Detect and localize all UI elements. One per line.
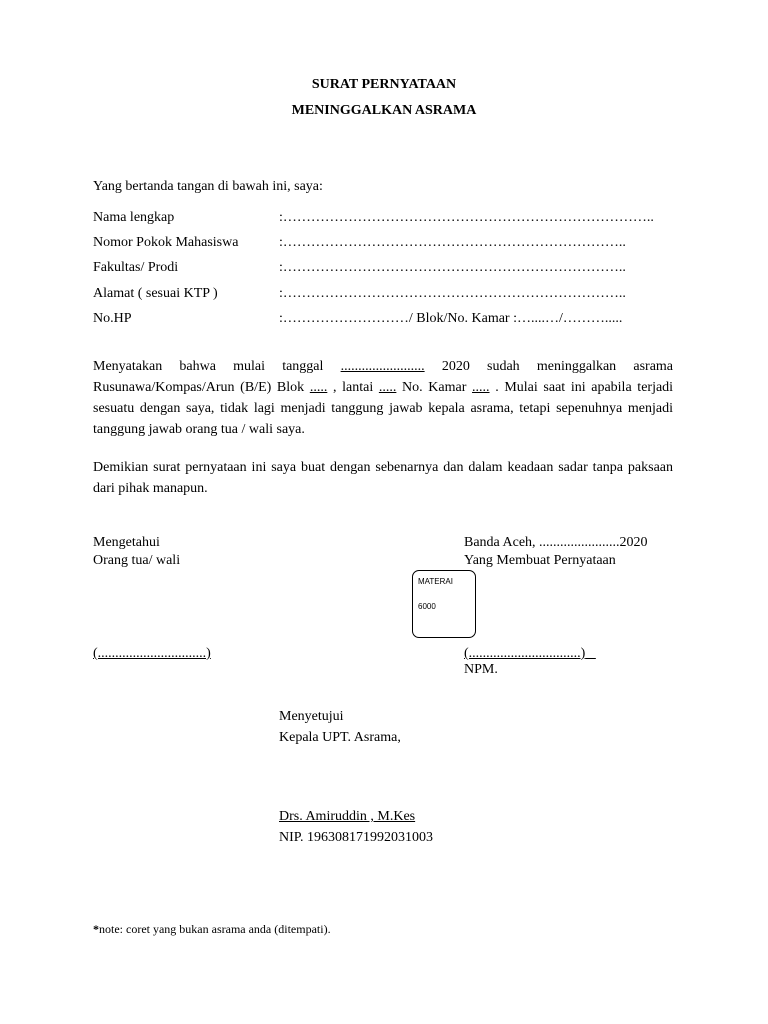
lantai-blank: ..... xyxy=(378,380,397,395)
field-label-address: Alamat ( sesuai KTP ) xyxy=(93,286,218,301)
approver-name: Drs. Amiruddin , M.Kes xyxy=(279,809,416,824)
kamar-blank: ..... xyxy=(472,380,490,395)
footnote xyxy=(93,922,331,937)
field-label-name: Nama lengkap xyxy=(93,210,175,225)
approver-nip: NIP. 196308171992031003 xyxy=(279,830,434,845)
statement-paragraph xyxy=(93,356,673,440)
field-value-npm: :……………………………………………………………….. xyxy=(279,235,626,250)
document-title: SURAT PERNYATAAN xyxy=(311,77,457,92)
statement-part-1: Menyatakan bahwa mulai tanggal xyxy=(93,359,324,374)
right-sign-role: Yang Membuat Pernyataan xyxy=(464,553,616,568)
stamp-value: 6000 xyxy=(418,602,436,611)
left-sign-role: Orang tua/ wali xyxy=(93,553,181,568)
intro-text: Yang bertanda tangan di bawah ini, saya: xyxy=(93,179,323,194)
left-sign-name-blank: (...............................) xyxy=(93,646,211,661)
place-date: Banda Aceh, .......................2020 xyxy=(464,535,648,550)
field-label-faculty: Fakultas/ Prodi xyxy=(93,260,179,275)
right-sign-name-blank xyxy=(464,646,596,662)
left-sign-title: Mengetahui xyxy=(93,535,160,550)
field-value-name: :…………………………………………………………………….. xyxy=(279,210,654,225)
closing-paragraph: Demikian surat pernyataan ini saya buat dengan sebenarnya dan dalam keadaan sadar tanpa paksaan dari pihak manapun. xyxy=(93,460,673,496)
statement-part-3: , lantai xyxy=(332,380,374,395)
approval-title: Menyetujui xyxy=(279,709,344,724)
date-blank: ........................ xyxy=(340,359,425,374)
materai-stamp-box xyxy=(412,570,476,638)
right-sign-name-tail xyxy=(585,646,596,661)
npm-label: NPM. xyxy=(464,662,498,677)
field-label-phone: No.HP xyxy=(93,311,132,326)
field-label-npm: Nomor Pokok Mahasiswa xyxy=(93,235,239,250)
document-subtitle: MENINGGALKAN ASRAMA xyxy=(291,103,477,118)
statement-part-2: 2020 sudah meninggalkan asrama Rusunawa/Kompas/Arun (B/E) Blok xyxy=(93,359,674,395)
stamp-label: MATERAI xyxy=(418,577,453,586)
right-sign-name: (................................) xyxy=(464,646,586,661)
blok-blank: ..... xyxy=(309,380,328,395)
statement-part-4: No. Kamar xyxy=(402,380,467,395)
field-value-phone: :………………………/ Blok/No. Kamar :…....…/………..... xyxy=(279,311,623,326)
field-value-faculty: :……………………………………………………………….. xyxy=(279,260,626,275)
footnote-text: note: coret yang bukan asrama anda (ditempati). xyxy=(99,922,331,936)
footnote-star: * xyxy=(93,922,99,936)
field-value-address: :……………………………………………………………….. xyxy=(279,286,626,301)
approval-role: Kepala UPT. Asrama, xyxy=(279,730,401,745)
statement-part-5: . Mulai saat ini apabila terjadi sesuatu dengan saya, tidak lagi menjadi tanggung jawab kepala asrama, tetapi sepenuhnya menjadi tanggung jawab orang tua / wali saya. xyxy=(93,380,674,437)
